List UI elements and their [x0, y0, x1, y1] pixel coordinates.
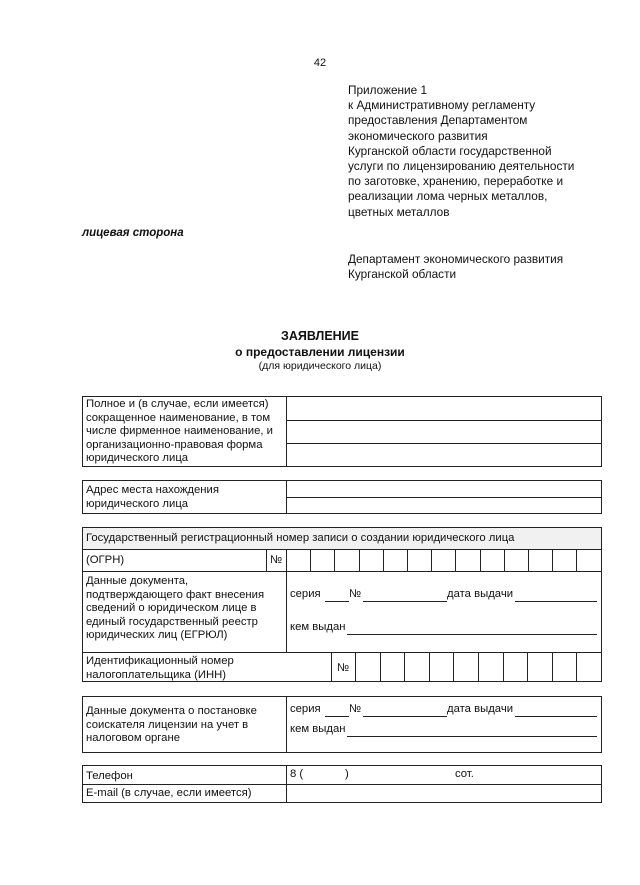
ogrn-label: (ОГРН) — [86, 554, 125, 566]
tax-date-field[interactable] — [515, 716, 597, 717]
digit-cell[interactable] — [355, 652, 380, 681]
digit-cell[interactable] — [380, 652, 405, 681]
ogrn-header: Государственный регистрационный номер записи о создании юридического лица — [86, 532, 515, 544]
phone-mobile-label: сот. — [455, 768, 474, 780]
appendix-line: Курганской области государственной — [348, 143, 552, 158]
digit-cell[interactable] — [527, 652, 552, 681]
appendix-line: реализации лома черных металлов, — [348, 189, 548, 204]
egrul-label: Данные документа, подтверждающего факт внесения сведений о юридическом лице в единый государственный реестр юридических лиц (ЕГРЮЛ) — [86, 575, 265, 641]
email-label: E-mail (в случае, если имеется) — [86, 787, 252, 799]
egrul-date-label: дата выдачи — [447, 588, 514, 600]
digit-cell[interactable] — [429, 652, 454, 681]
form-note: (для юридического лица) — [258, 360, 382, 372]
appendix-line: экономического развития — [348, 128, 488, 143]
registration-block — [82, 527, 602, 682]
name-input-line[interactable] — [287, 443, 601, 444]
egrul-date-field[interactable] — [515, 601, 597, 602]
form-subtitle: о предоставлении лицензии — [235, 345, 405, 359]
tax-label: Данные документа о постановке соискателя лицензии на учет в налоговом органе — [86, 705, 257, 744]
tax-number-sign: № — [349, 703, 362, 715]
address-label: Адрес места нахождения юридического лица — [86, 484, 219, 510]
appendix-line: к Административному регламенту — [348, 98, 536, 113]
egrul-number-field[interactable] — [363, 601, 447, 602]
appendix-line: услуги по лицензированию деятельности — [348, 159, 575, 174]
department-line: Департамент экономического развития — [348, 252, 564, 266]
inn-number-sign: № — [337, 662, 350, 674]
department-line: Курганской области — [348, 267, 457, 282]
name-block — [82, 396, 602, 467]
digit-cell[interactable] — [480, 549, 504, 571]
digit-cell[interactable] — [404, 652, 429, 681]
digit-cell[interactable] — [576, 549, 600, 571]
tax-series-label: серия — [290, 703, 321, 715]
digit-cell[interactable] — [504, 549, 528, 571]
digit-cell[interactable] — [359, 549, 383, 571]
department-address — [348, 252, 563, 282]
appendix-line: Приложение 1 — [348, 83, 428, 97]
page-number: 42 — [313, 57, 327, 69]
tax-series-field[interactable] — [325, 716, 349, 717]
egrul-number-sign: № — [349, 588, 362, 600]
address-block — [82, 480, 602, 514]
form-title: ЗАЯВЛЕНИЕ — [280, 329, 359, 343]
egrul-series-field[interactable] — [325, 601, 349, 602]
appendix-note — [348, 83, 574, 220]
tax-issued-by-field[interactable] — [347, 736, 597, 737]
tax-issued-by-label: кем выдан — [290, 723, 346, 735]
side-label: лицевая сторона — [82, 227, 184, 239]
phone-label: Телефон — [86, 770, 133, 782]
name-label: Полное и (в случае, если имеется) сокращенное наименование, в том числе фирменное наименование, и организационно-правовая форма юридического лица — [86, 398, 273, 464]
tax-date-label: дата выдачи — [447, 703, 514, 715]
digit-cell[interactable] — [453, 652, 478, 681]
appendix-line: предоставления Департаментом — [348, 113, 528, 128]
address-input-line[interactable] — [287, 497, 601, 498]
digit-cell[interactable] — [431, 549, 455, 571]
digit-cell[interactable] — [478, 652, 503, 681]
digit-cell[interactable] — [552, 652, 577, 681]
digit-cell[interactable] — [383, 549, 407, 571]
tax-block — [82, 696, 602, 753]
digit-cell[interactable] — [310, 549, 334, 571]
egrul-issued-by-label: кем выдан — [290, 621, 346, 633]
digit-cell[interactable] — [503, 652, 528, 681]
appendix-line: по заготовке, хранению, переработке и — [348, 174, 564, 189]
egrul-issued-by-field[interactable] — [347, 634, 597, 635]
phone-code-close: ) — [345, 768, 349, 780]
digit-cell[interactable] — [576, 652, 601, 681]
ogrn-number-sign: № — [270, 554, 283, 566]
appendix-line: цветных металлов — [348, 204, 450, 219]
digit-cell[interactable] — [455, 549, 479, 571]
digit-cell[interactable] — [334, 549, 358, 571]
digit-cell[interactable] — [286, 549, 310, 571]
digit-cell[interactable] — [552, 549, 576, 571]
tax-number-field[interactable] — [363, 716, 447, 717]
digit-cell[interactable] — [528, 549, 552, 571]
inn-label: Идентификационный номер налогоплательщика (ИНН) — [86, 655, 234, 681]
contact-block — [82, 765, 602, 803]
phone-prefix: 8 ( — [290, 768, 304, 780]
digit-cell[interactable] — [407, 549, 431, 571]
egrul-series-label: серия — [290, 588, 321, 600]
name-input-line[interactable] — [287, 420, 601, 421]
